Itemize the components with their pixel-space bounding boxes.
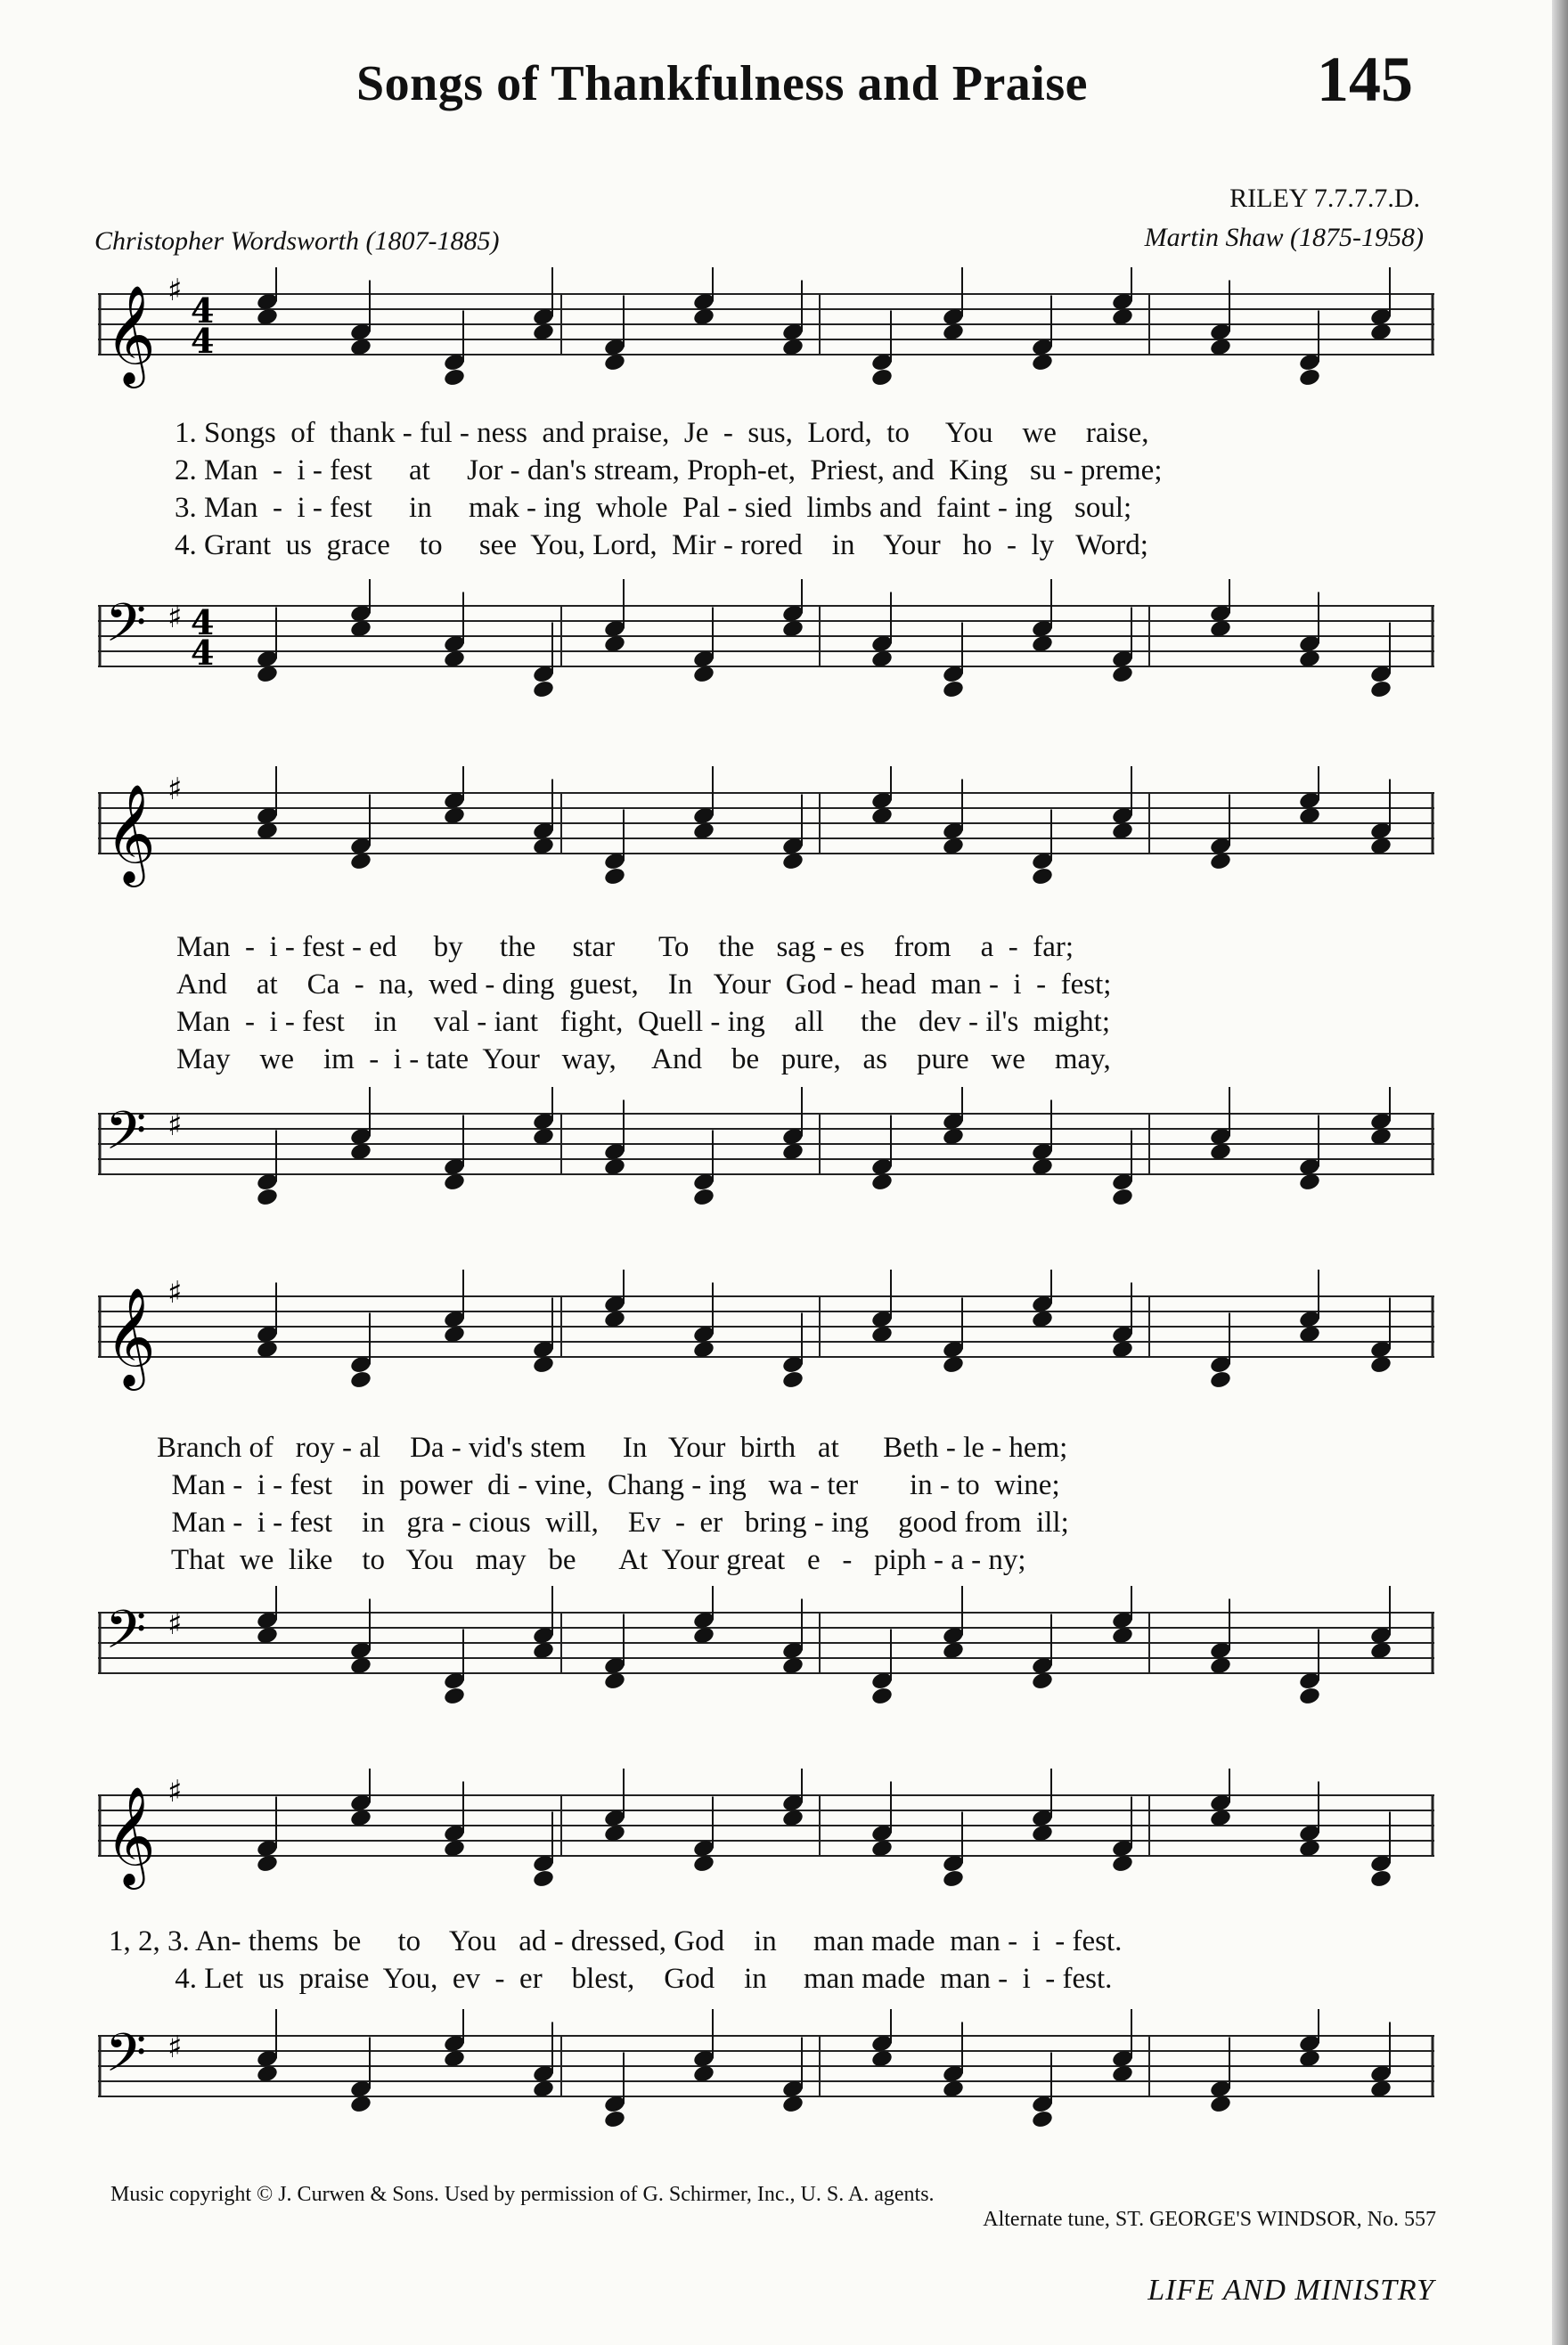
- notehead: [942, 1868, 965, 1889]
- bass-staff-system-3: [98, 1586, 1434, 1728]
- time-signature: 4: [191, 602, 215, 642]
- notehead: [1031, 2109, 1054, 2129]
- notehead: [443, 367, 466, 388]
- time-signature: 4: [191, 290, 215, 331]
- sharp-icon: ♯: [167, 1773, 183, 1810]
- notehead: [1031, 866, 1054, 887]
- sharp-icon: ♯: [167, 771, 183, 807]
- lyric-verse-1: 1. Songs of thank - ful - ness and praise, Je - sus, Lord, to You we raise,: [175, 417, 1149, 449]
- bass-staff-system-1: [98, 579, 1434, 722]
- lyric-verse-2: Man - i - fest in power di - vine, Chang - ing wa - ter in - to wine;: [157, 1469, 1060, 1501]
- lyric-verse-3: Man - i - fest in val - iant fight, Quell - ing all the dev - il's might;: [176, 1006, 1111, 1038]
- notehead: [256, 1187, 279, 1207]
- bass-clef-icon: 𝄢: [105, 1099, 147, 1174]
- notehead: [443, 1686, 466, 1706]
- sharp-icon: ♯: [167, 1606, 183, 1642]
- bass-staff-system-2: [98, 1087, 1434, 1230]
- notehead: [1298, 367, 1321, 388]
- composer-credit: Martin Shaw (1875-1958): [1144, 223, 1424, 252]
- treble-staff-system-4: [98, 1769, 1434, 1911]
- lyric-verse-3: Man - i - fest in gra - cious will, Ev - er bring - ing good from ill;: [157, 1507, 1069, 1539]
- lyric-verse-2: And at Ca - na, wed - ding guest, In Your God - head man - i - fest;: [176, 968, 1112, 1001]
- notehead: [870, 367, 894, 388]
- sharp-icon: ♯: [167, 272, 183, 308]
- notehead: [1298, 1686, 1321, 1706]
- lyric-verse-2: 2. Man - i - fest at Jor - dan's stream, Proph-et, Priest, and King su - preme;: [175, 454, 1163, 486]
- notehead: [532, 679, 555, 699]
- bass-staff-system-4: [98, 2009, 1434, 2169]
- notehead: [1111, 1187, 1134, 1207]
- notehead: [603, 866, 626, 887]
- hymn-number: 145: [1317, 44, 1413, 115]
- sharp-icon: ♯: [167, 1107, 183, 1143]
- notehead: [870, 1686, 894, 1706]
- notehead: [532, 1868, 555, 1889]
- treble-staff-system-2: [98, 766, 1434, 909]
- lyric-refrain-1: 1, 2, 3. An- thems be to You ad - dressed, God in man made man - i - fest.: [109, 1925, 1123, 1957]
- treble-staff-system-3: [98, 1270, 1434, 1412]
- notehead: [1209, 1369, 1232, 1390]
- notehead: [349, 1369, 372, 1390]
- treble-clef-icon: 𝄞: [105, 284, 156, 384]
- treble-clef-icon: 𝄞: [105, 1785, 156, 1885]
- notehead: [781, 1369, 804, 1390]
- treble-clef-icon: 𝄞: [105, 1287, 156, 1386]
- treble-clef-icon: 𝄞: [105, 783, 156, 883]
- sharp-icon: ♯: [167, 1274, 183, 1311]
- time-signature: 4: [191, 321, 215, 361]
- bass-clef-icon: 𝄢: [105, 592, 147, 666]
- sharp-icon: ♯: [167, 599, 183, 635]
- lyric-verse-1: Man - i - fest - ed by the star To the sag - es from a - far;: [176, 931, 1074, 963]
- notehead: [1369, 679, 1392, 699]
- sharp-icon: ♯: [167, 2029, 183, 2065]
- hymn-title: Songs of Thankfulness and Praise: [356, 56, 1088, 111]
- lyric-verse-4: 4. Grant us grace to see You, Lord, Mir - rored in Your ho - ly Word;: [175, 529, 1148, 561]
- notehead: [603, 2109, 626, 2129]
- copyright-notice: Music copyright © J. Curwen & Sons. Used by permission of G. Schirmer, Inc., U. S. A. agents.: [110, 2183, 935, 2206]
- time-signature: 4: [191, 633, 215, 673]
- page-edge: [1552, 0, 1568, 2345]
- notehead: [1369, 1868, 1392, 1889]
- treble-staff-system-1: [98, 267, 1434, 392]
- lyric-verse-4: That we like to You may be At Your great e - piph - a - ny;: [157, 1544, 1026, 1576]
- alternate-tune: Alternate tune, ST. GEORGE'S WINDSOR, No. 557: [983, 2208, 1436, 2231]
- section-label: LIFE AND MINISTRY: [1147, 2274, 1434, 2307]
- tune-name: RILEY 7.7.7.7.D.: [1229, 184, 1420, 213]
- notehead: [692, 1187, 715, 1207]
- lyric-verse-4: May we im - i - tate Your way, And be pure, as pure we may,: [176, 1043, 1111, 1075]
- bass-clef-icon: 𝄢: [105, 1598, 147, 1673]
- lyric-verse-1: Branch of roy - al Da - vid's stem In Your birth at Beth - le - hem;: [157, 1432, 1068, 1464]
- lyric-refrain-2: 4. Let us praise You, ev - er blest, God in man made man - i - fest.: [109, 1963, 1113, 1995]
- lyric-verse-3: 3. Man - i - fest in mak - ing whole Pal - sied limbs and faint - ing soul;: [175, 492, 1132, 524]
- notehead: [942, 679, 965, 699]
- bass-clef-icon: 𝄢: [105, 2022, 147, 2096]
- author-credit: Christopher Wordsworth (1807-1885): [94, 226, 500, 256]
